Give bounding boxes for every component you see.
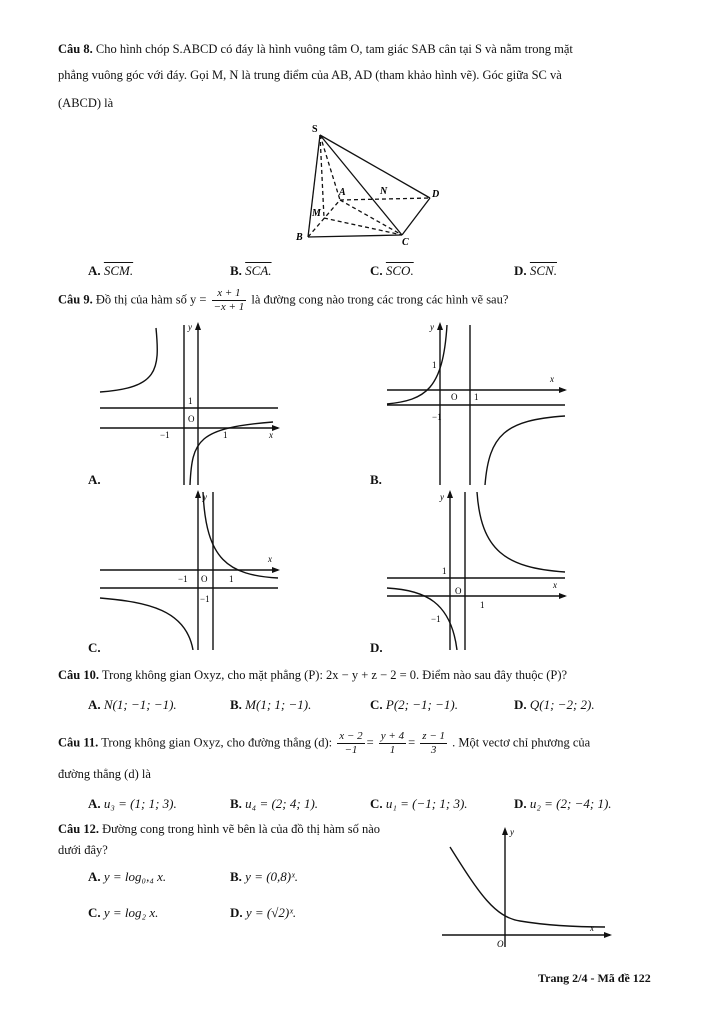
q10-text: Trong không gian Oxyz, cho mặt phẳng (P): 2x − y + z − 2 = 0. Điểm nào sau đây thuộc (P)? [101,668,568,682]
svg-text:1: 1 [223,430,228,440]
svg-text:x: x [550,374,554,384]
pyramid-figure [290,120,450,255]
label-B: B [296,232,303,243]
q8-line2: phẳng vuông góc với đáy. Gọi M, N là trung điểm của AB, AD (tham khảo hình vẽ). Góc giữa SC và [58,68,562,82]
svg-text:1: 1 [229,574,234,584]
q10-line [58,668,567,683]
svg-text:y: y [440,492,444,502]
q8-line1 [58,42,573,57]
q9-number: Câu 9. [58,292,93,307]
q12-line1 [58,822,380,837]
svg-text:1: 1 [188,396,193,406]
q10-number: Câu 10. [58,668,99,682]
q11-line2: đường thẳng (d) là [58,767,151,781]
q8-option-b[interactable]: B. SCA. [230,263,272,278]
q9-line [58,287,508,314]
q11-line1: Câu 11. Trong không gian Oxyz, cho đường thẳng (d): $\frac{x - 2}{-1}$ = $\frac{y + 4}{1}$ = $\frac{z - 1}{3}$ . Một vectơ chỉ phương của [58,730,591,756]
graph-a [98,320,283,485]
svg-text:y: y [188,322,192,332]
label-S: S [312,124,318,135]
q8-option-a[interactable]: A. SCM. [88,263,134,278]
svg-text:x: x [269,430,273,440]
svg-text:y: y [510,827,514,837]
q11-option-b[interactable]: B. u₄ = (2; 4; 1). [230,796,319,811]
svg-text:x: x [590,923,594,933]
q12-option-d[interactable]: D. y = (√2)ˣ. [230,905,297,920]
graph-c-label[interactable]: C. [88,640,101,655]
svg-text:−1: −1 [160,430,170,440]
q11-post: . Một vectơ chỉ phương của [452,735,591,750]
q8-text-1: Cho hình chóp S.ABCD có đáy là hình vuông tâm O, tam giác SAB cân tại S và nằm trong mặt [95,42,573,56]
svg-text:x: x [553,580,557,590]
q12-graph [440,825,615,950]
q8-number: Câu 8. [58,42,93,56]
svg-text:1: 1 [480,600,485,610]
page-footer: Trang 2/4 - Mã đề 122 [538,971,651,985]
q11-frac-3: $\frac{z - 1}{3}$ [422,730,446,756]
svg-text:1: 1 [442,566,447,576]
svg-text:O: O [451,392,458,402]
graph-c [98,490,283,650]
svg-text:O: O [455,586,462,596]
q12-option-a[interactable]: A. y = log₀,₄ x. [88,869,167,884]
svg-text:O: O [201,574,208,584]
q12-text-1: Đường cong trong hình vẽ bên là của đồ thị hàm số nào [102,822,381,836]
svg-text:−1: −1 [178,574,188,584]
q12-number: Câu 12. [58,822,99,836]
graph-a-label[interactable]: A. [88,472,101,487]
svg-text:x: x [268,554,272,564]
graph-d [385,490,570,650]
q11-option-c[interactable]: C. u₁ = (−1; 1; 3). [370,796,468,811]
q8-option-d[interactable]: D. SCN. [514,263,557,278]
q12-option-b[interactable]: B. y = (0,8)ˣ. [230,869,299,884]
q11-option-a[interactable]: A. u₃ = (1; 1; 3). [88,796,177,811]
q10-option-b[interactable]: B. M(1; 1; −1). [230,697,312,712]
q8-option-c[interactable]: C. SCO. [370,263,414,278]
q10-option-c[interactable]: C. P(2; −1; −1). [370,697,458,712]
svg-text:1: 1 [474,392,479,402]
q11-frac-1: $\frac{x - 2}{-1}$ [339,730,363,756]
label-M: M [312,208,321,219]
label-N: N [380,186,388,197]
q9-post: là đường cong nào trong các trong các hình vẽ sau? [251,292,509,307]
svg-text:−1: −1 [431,614,441,624]
q9-pre: Đồ thị của hàm số y = [95,292,207,307]
q10-option-d[interactable]: D. Q(1; −2; 2). [514,697,595,712]
svg-text:O: O [497,939,504,949]
svg-text:−1: −1 [432,412,442,422]
q9-fraction: $\frac{x + 1}{-x + 1}$ [213,287,245,313]
label-D: D [432,189,440,200]
svg-text:y: y [430,322,434,332]
label-C: C [402,237,409,248]
q11-option-d[interactable]: D. u₂ = (2; −4; 1). [514,796,612,811]
q11-number: Câu 11. [58,735,99,750]
q12-option-c[interactable]: C. y = log₂ x. [88,905,159,920]
svg-text:y: y [203,492,207,502]
svg-text:1: 1 [432,360,437,370]
q10-option-a[interactable]: A. N(1; −1; −1). [88,697,177,712]
svg-text:O: O [188,414,195,424]
q11-frac-2: $\frac{y + 4}{1}$ [380,730,405,756]
graph-d-label[interactable]: D. [370,640,383,655]
svg-text:−1: −1 [200,594,210,604]
graph-b [385,320,570,485]
label-A: A [339,187,346,198]
q8-line3: (ABCD) là [58,96,114,110]
graph-b-label[interactable]: B. [370,472,382,487]
q11-pre: Trong không gian Oxyz, cho đường thẳng (d): [101,735,333,750]
q12-line2: dưới đây? [58,843,108,857]
